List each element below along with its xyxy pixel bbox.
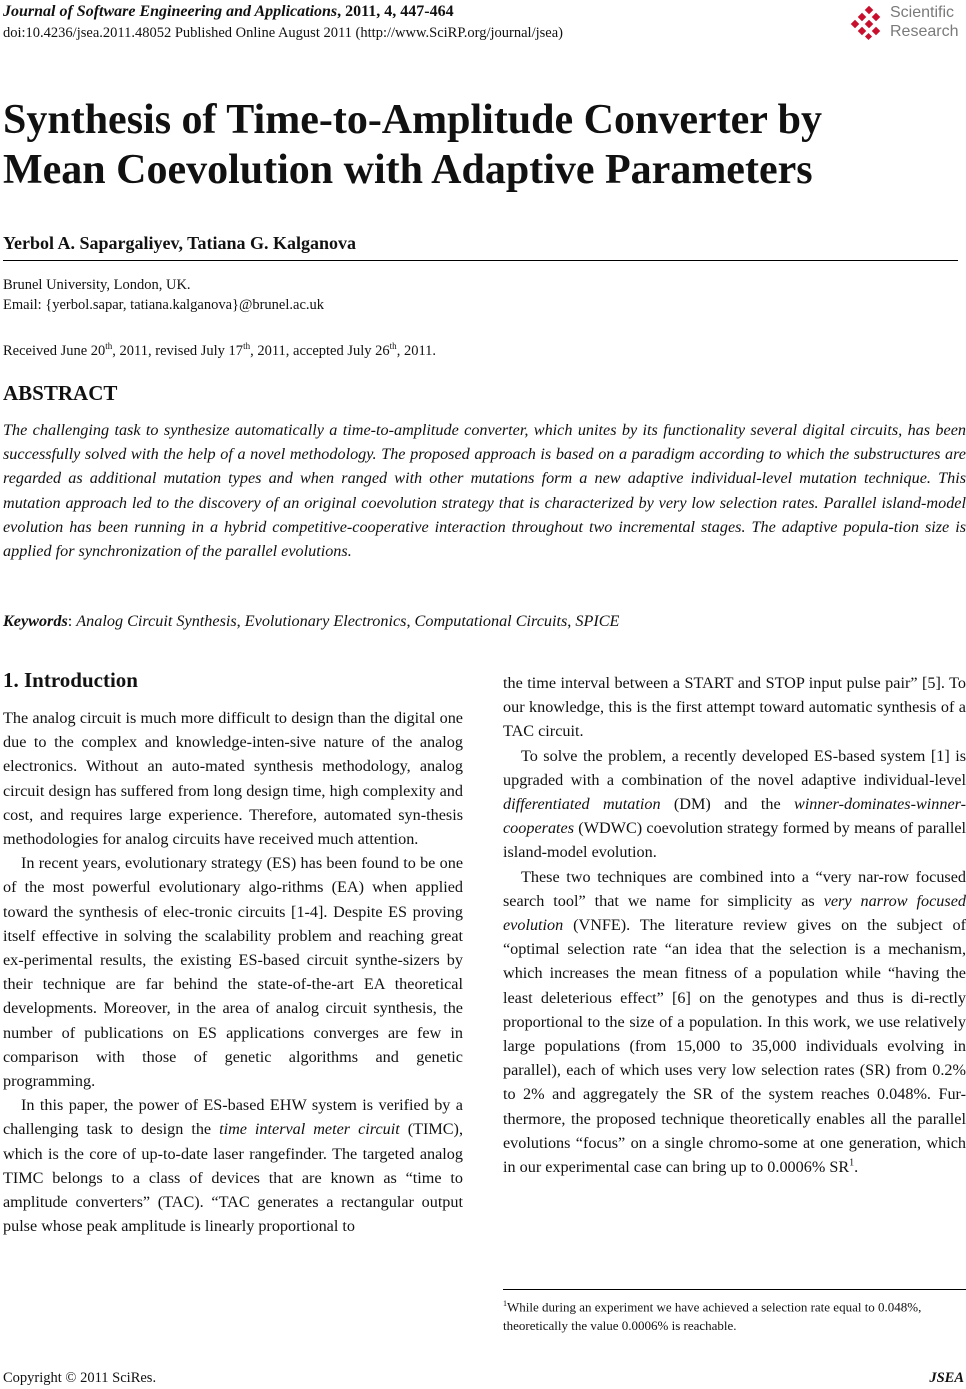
intro-p5-text-a: To solve the problem, a recently developed ES-based system [1] is upgraded with a combination of the novel adaptive individual-level — [503, 746, 966, 789]
section-heading-introduction: 1. Introduction — [3, 668, 138, 692]
keywords — [3, 609, 966, 633]
received-sup-2: th — [243, 341, 251, 351]
logo-line-1: Scientific — [890, 4, 955, 21]
paper-title — [3, 95, 903, 195]
abstract-heading: ABSTRACT — [3, 381, 118, 405]
doi-line: doi:10.4236/jsea.2011.48052 Published Online August 2011 (http://www.SciRP.org/journal/jsea) — [3, 25, 563, 41]
keywords-label: Keywords — [3, 612, 68, 630]
keyword-sep-2: , — [406, 612, 415, 630]
intro-p5-text-e: (WDWC) coevolution strategy formed by means of parallel island-model evolution. — [503, 819, 966, 862]
authors: Yerbol A. Sapargaliyev, Tatiana G. Kalganova — [3, 233, 357, 253]
keyword-sep-3: , — [567, 612, 576, 630]
received-dates — [3, 336, 436, 361]
keywords-colon: : — [67, 612, 77, 630]
keyword-3: Computational Circuits — [414, 612, 568, 630]
keyword-2: Evolutionary Electronics — [244, 612, 407, 630]
intro-paragraph-4: the time interval between a START and STOP input pulse pair” [5]. To our knowledge, this is the first attempt toward automatic synthesis of a TAC circuit. — [503, 674, 966, 741]
received-text-2: , 2011, revised July 17 — [112, 342, 244, 359]
journal-volume: , 2011, 4, 447-464 — [337, 3, 454, 20]
keyword-4: SPICE — [575, 612, 620, 630]
title-line-2: Mean Coevolution with Adaptive Parameters — [3, 147, 813, 193]
footnote — [503, 1294, 966, 1335]
affiliation: Brunel University, London, UK. — [3, 277, 191, 293]
intro-p5-text-c: (DM) and the — [660, 795, 795, 814]
footnote-rule — [503, 1289, 966, 1290]
received-sup-3: th — [389, 341, 397, 351]
logo-line-2: Research — [890, 23, 959, 40]
footnote-mark: 1 — [503, 1299, 507, 1308]
right-column — [503, 671, 966, 1179]
received-text-3: , 2011, accepted July 26 — [250, 342, 390, 359]
copyright: Copyright © 2011 SciRes. — [3, 1370, 157, 1386]
keyword-sep-1: , — [236, 612, 245, 630]
keyword-1: Analog Circuit Synthesis — [76, 612, 237, 630]
intro-p6-term-vnfe: very narrow focused evolution — [503, 891, 966, 935]
intro-paragraph-3 — [3, 1093, 463, 1238]
scirp-logo-icon — [850, 5, 886, 41]
journal-name: Journal of Software Engineering and Applications — [3, 3, 338, 20]
email-line: Email: {yerbol.sapar, tatiana.kalganova}@brunel.ac.uk — [3, 297, 325, 313]
title-line-1: Synthesis of Time-to-Amplitude Converter by — [3, 97, 822, 143]
left-column — [3, 706, 463, 1238]
intro-p3-text-c: (TIMC), which is the core of up-to-date laser rangefinder. The targeted analog TIMC belongs to a class of devices that are known as “time to amplitude converters” (TAC). “TAC generates a rectangular output pulse whose peak amplitude is linearly proportional to — [3, 1120, 463, 1236]
header-rule — [3, 260, 958, 261]
intro-p5-term-wdwc: winner-dominates-winner-cooperates — [503, 795, 966, 838]
received-sup-1: th — [105, 341, 113, 351]
intro-p6-text-a: These two techniques are combined into a “very nar-row focused search tool” that we name for simplicity as — [503, 867, 966, 910]
received-text-1: Received June 20 — [3, 342, 106, 359]
intro-p5-term-dm: differentiated mutation — [503, 795, 661, 814]
intro-p6-text-c: (VNFE). The literature review gives on the subject of “optimal selection rate “an idea that the selection is a mechanism, which increases the mean fitness of a population while “having the least deleterious effect” [6] on the genotypes and thus is di-rectly proportional to the size of a population. In this work, we use relatively large populations (from 15,000 to 35,000 individuals evolving in parallel), each of which uses very low selection rates (SR) from 0.2% to 2% and aggregately the SR of the system reaches 0.048%. Fur-thermore, the proposed technique theoretically enables all the parallel evolutions “focus” on a single chromo-some at one generation, which in our experimental case can bring up to 0.0006% SR — [503, 916, 966, 1177]
intro-p6-end: . — [854, 1158, 859, 1177]
intro-paragraph-6 — [503, 865, 966, 1180]
journal-citation — [3, 2, 454, 22]
journal-abbreviation: JSEA — [929, 1370, 964, 1386]
intro-paragraph-1: The analog circuit is much more difficult to design than the digital one due to the complex and knowledge-inten-sive nature of the analog electronics. Without an auto-mated synthesis methodology, analog circuit design has suffered from long design time, high complexity and cost, and requires large experience. Therefore, automated syn-thesis methodologies for analog circuits have received much attention. — [3, 709, 463, 849]
intro-paragraph-2: In recent years, evolutionary strategy (ES) has been found to be one of the most powerful evolutionary algo-rithms (EA) when applied toward the synthesis of elec-tronic circuits [1-4]. Despite ES proving itself effective in solving the scalability problem and reaching great ex-perimental results, the existing ES-based circuit synthe-sizers by their technique are far behind the state-of-the-art EA theoretical developments. Moreover, in the area of analog circuit synthesis, the number of publications on ES applications converges are few in comparison with those of genetic algorithms and genetic programming. — [3, 854, 463, 1091]
intro-p3-text-a: In this paper, the power of ES-based EHW system is verified by a challenging task to design the — [3, 1096, 463, 1139]
logo-wordmark — [890, 3, 958, 41]
received-text-4: , 2011. — [396, 342, 437, 359]
footnote-ref[interactable]: 1 — [849, 1157, 855, 1169]
intro-paragraph-5 — [503, 744, 966, 865]
publisher-logo — [850, 3, 966, 43]
footnote-text: While during an experiment we have achieved a selection rate equal to 0.048%, theoretically the value 0.0006% is reachable. — [503, 1299, 922, 1334]
intro-p3-term-timc: time interval meter circuit — [219, 1120, 400, 1139]
abstract-text: The challenging task to synthesize automatically a time-to-amplitude converter, which unites by its functionality several digital circuits, has been successfully solved with the help of a novel methodology. The proposed approach is based on a paradigm according to which the substructures are regarded as additional mutation types and when ranged with other mutations form a new adaptive individual-level mutation technique. This mutation approach led to the discovery of an original coevolution strategy that is characterized by very low selection rates. Parallel island-model evolution has been running in a hybrid competitive-cooperative interaction throughout two incremental stages. The adaptive popula-tion size is applied for synchronization of the parallel evolutions. — [3, 421, 966, 561]
